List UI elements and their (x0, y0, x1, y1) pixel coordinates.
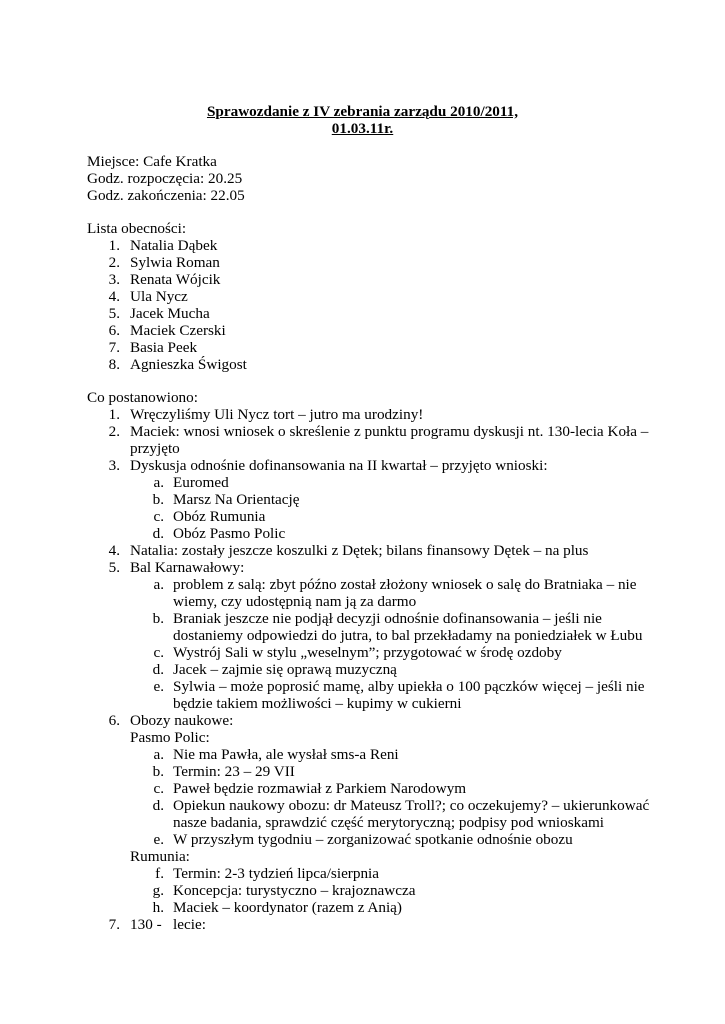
subitem-text: Koncepcja: turystyczno – krajoznawcza (173, 882, 416, 899)
document-title-line-1: Sprawozdanie z IV zebrania zarządu 2010/2011, (206, 103, 519, 120)
attendance-number: 3. (108, 271, 120, 288)
subitem-letter: c. (153, 780, 164, 797)
subitem-text: Nie ma Pawła, ale wysłał sms-a Reni (173, 746, 399, 763)
attendance-number: 1. (108, 237, 120, 254)
subitem-text-continued: będzie takiem możliwości – kupimy w cukierni (173, 695, 462, 712)
decision-number: 6. (108, 712, 120, 729)
attendance-number: 5. (108, 305, 120, 322)
decision-number: 7. (108, 916, 120, 933)
attendee-name: Basia Peek (130, 339, 198, 356)
decision-text: Maciek: wnosi wniosek o skreślenie z punktu programu dyskusji nt. 130-lecia Koła – (130, 423, 649, 440)
attendee-name: Agnieszka Świgost (130, 356, 247, 373)
subitem-letter: e. (153, 831, 164, 848)
attendee-name: Natalia Dąbek (130, 237, 218, 254)
subitem-letter: b. (152, 491, 164, 508)
subitem-text: Paweł będzie rozmawiał z Parkiem Narodowym (173, 780, 467, 797)
subitem-text: Termin: 2-3 tydzień lipca/sierpnia (173, 865, 380, 882)
subitem-text: Opiekun naukowy obozu: dr Mateusz Troll?; co oczekujemy? – ukierunkować (173, 797, 650, 814)
decision-text: Dyskusja odnośnie dofinansowania na II kwartał – przyjęto wnioski: (130, 457, 548, 474)
attendee-name: Jacek Mucha (130, 305, 210, 322)
attendance-number: 2. (108, 254, 120, 271)
subitem-text-continued: dostaniemy odpowiedzi do jutra, to bal przekładamy na poniedziałek w Łubu (173, 627, 643, 644)
subitem-letter: b. (152, 763, 164, 780)
subitem-text: Euromed (173, 474, 229, 491)
subsection-heading: Rumunia: (130, 848, 190, 865)
decision-number: 5. (108, 559, 120, 576)
decision-text: 130 - lecie: (130, 916, 206, 933)
subitem-text: Obóz Rumunia (173, 508, 266, 525)
attendance-number: 8. (108, 356, 120, 373)
meeting-end-time: Godz. zakończenia: 22.05 (87, 187, 245, 204)
decision-text: Obozy naukowe: (130, 712, 234, 729)
subitem-letter: d. (152, 661, 164, 678)
subitem-letter: c. (153, 508, 164, 525)
subitem-letter: e. (153, 678, 164, 695)
attendance-number: 7. (108, 339, 120, 356)
document-title-line-2: 01.03.11r. (331, 120, 394, 137)
subitem-letter: a. (153, 746, 164, 763)
subitem-text: Braniak jeszcze nie podjął decyzji odnośnie dofinansowania – jeśli nie (173, 610, 602, 627)
subitem-text: Jacek – zajmie się oprawą muzyczną (173, 661, 397, 678)
attendance-number: 6. (108, 322, 120, 339)
decision-text: Wręczyliśmy Uli Nycz tort – jutro ma urodziny! (130, 406, 424, 423)
decision-number: 3. (108, 457, 120, 474)
subitem-letter: d. (152, 797, 164, 814)
attendee-name: Maciek Czerski (130, 322, 226, 339)
decisions-heading: Co postanowiono: (87, 389, 198, 406)
subitem-letter: a. (153, 474, 164, 491)
subitem-text: Termin: 23 – 29 VII (173, 763, 295, 780)
subitem-text-continued: wiemy, czy udostępnią nam ją za darmo (173, 593, 417, 610)
subitem-letter: f. (155, 865, 164, 882)
subitem-text: W przyszłym tygodniu – zorganizować spotkanie odnośnie obozu (173, 831, 573, 848)
attendance-heading: Lista obecności: (87, 220, 187, 237)
attendee-name: Ula Nycz (130, 288, 188, 305)
subitem-letter: h. (152, 899, 164, 916)
subitem-letter: c. (153, 644, 164, 661)
subitem-letter: b. (152, 610, 164, 627)
subitem-letter: g. (152, 882, 164, 899)
subitem-text-continued: nasze badania, sprawdzić część merytoryczną; podpisy pod wnioskami (173, 814, 605, 831)
subitem-text: Maciek – koordynator (razem z Anią) (173, 899, 402, 916)
subitem-text: Sylwia – może poprosić mamę, alby upiekła o 100 pączków więcej – jeśli nie (173, 678, 645, 695)
attendee-name: Sylwia Roman (130, 254, 220, 271)
subitem-text: Marsz Na Orientację (173, 491, 300, 508)
decision-number: 2. (108, 423, 120, 440)
decision-number: 1. (108, 406, 120, 423)
decision-text: Natalia: zostały jeszcze koszulki z Dętek; bilans finansowy Dętek – na plus (130, 542, 589, 559)
decision-text: Bal Karnawałowy: (130, 559, 245, 576)
meeting-start-time: Godz. rozpoczęcia: 20.25 (87, 170, 243, 187)
subitem-letter: d. (152, 525, 164, 542)
subitem-text: Obóz Pasmo Polic (173, 525, 286, 542)
meeting-place: Miejsce: Cafe Kratka (87, 153, 217, 170)
decision-number: 4. (108, 542, 120, 559)
subitem-text: Wystrój Sali w stylu „weselnym”; przygotować w środę ozdoby (173, 644, 562, 661)
attendance-number: 4. (108, 288, 120, 305)
decision-text-continued: przyjęto (130, 440, 180, 457)
subsection-heading: Pasmo Polic: (130, 729, 210, 746)
subitem-text: problem z salą: zbyt późno został złożony wniosek o salę do Bratniaka – nie (173, 576, 637, 593)
attendee-name: Renata Wójcik (130, 271, 221, 288)
subitem-letter: a. (153, 576, 164, 593)
